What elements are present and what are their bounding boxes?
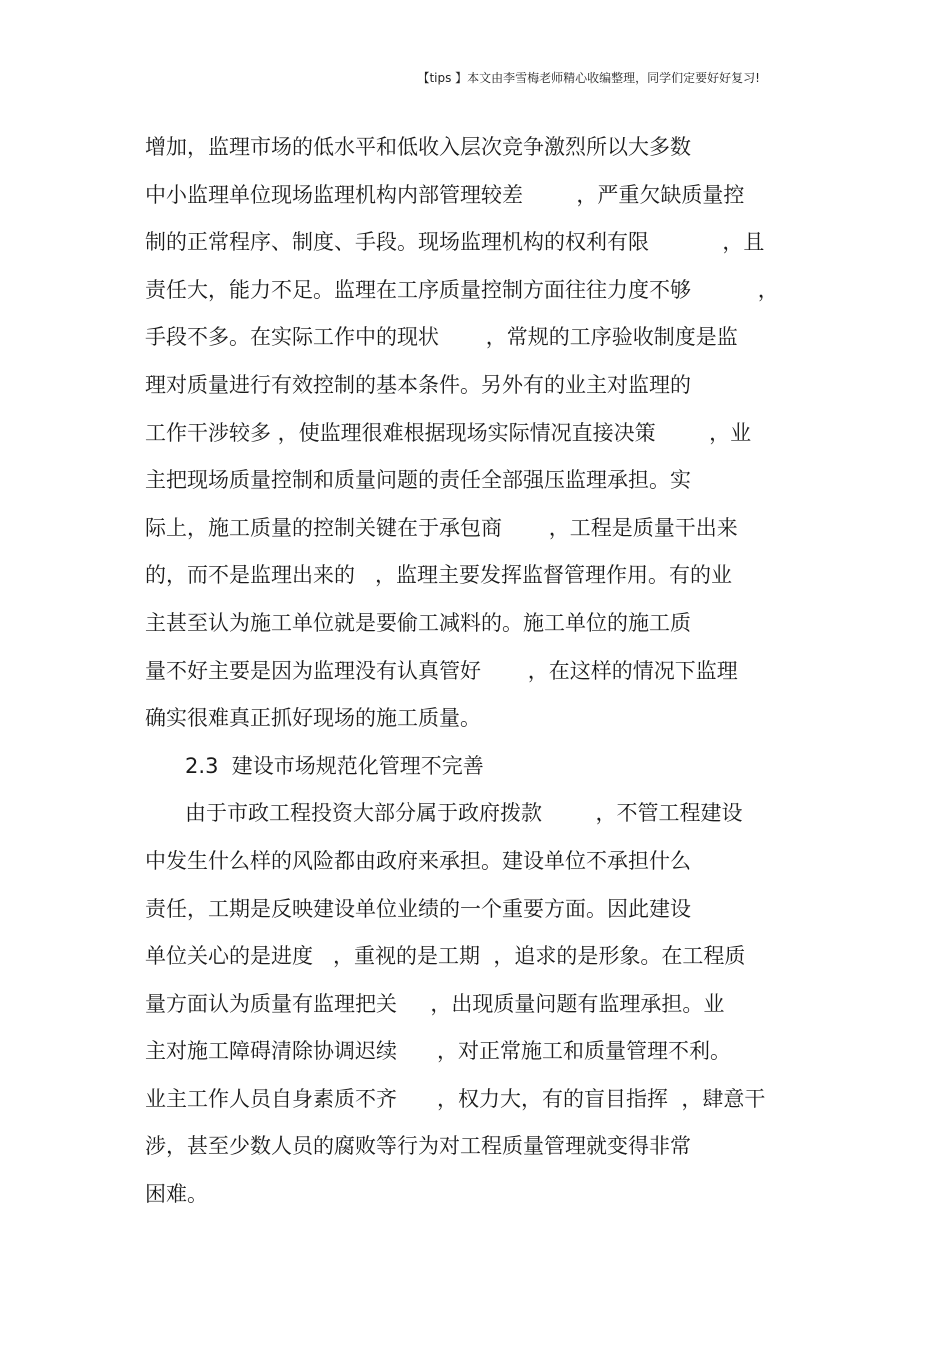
- text-line: 主把现场质量控制和质量问题的责任全部强压监理承担。实: [145, 468, 691, 493]
- text-line: 中发生什么样的风险都由政府来承担。建设单位不承担什么: [145, 848, 691, 873]
- text-line: 增加，监理市场的低水平和低收入层次竞争激烈所以大多数: [145, 135, 691, 159]
- text-line: 量不好主要是因为监理没有认真管好 ，在这样的情况下监理: [145, 658, 738, 683]
- text-line: 手段不多。在实际工作中的现状 ，常规的工序验收制度是监: [145, 325, 738, 350]
- text-line: 中小监理单位现场监理机构内部管理较差 ，严重欠缺质量控: [145, 182, 745, 207]
- text-line: 责任大，能力不足。监理在工序质量控制方面往往力度不够 ，: [145, 277, 779, 302]
- text-line: 涉，甚至少数人员的腐败等行为对工程质量管理就变得非常: [145, 1134, 691, 1159]
- text-line: 主对施工障碍清除协调迟续 ，对正常施工和质量管理不利。: [145, 1039, 732, 1064]
- section-heading: 2.3 建设市场规范化管理不完善: [145, 753, 484, 778]
- text-line: 确实很难真正抓好现场的施工质量。: [145, 706, 481, 731]
- header-tips-note: 【tips 】本文由李雪梅老师精心收编整理，同学们定要好好复习!: [417, 71, 760, 85]
- text-line: 责任，工期是反映建设单位业绩的一个重要方面。因此建设: [145, 896, 691, 921]
- text-line: 际上，施工质量的控制关键在于承包商 ，工程是质量干出来: [145, 515, 738, 540]
- document-body: [145, 124, 825, 1219]
- text-line: 主甚至认为施工单位就是要偷工减料的。施工单位的施工质: [145, 610, 691, 635]
- text-line: 由于市政工程投资大部分属于政府拨款 ，不管工程建设: [145, 801, 743, 826]
- text-line: 制的正常程序、制度、手段。现场监理机构的权利有限 ，且: [145, 230, 765, 255]
- text-line: 理对质量进行有效控制的基本条件。另外有的业主对监理的: [145, 372, 691, 397]
- text-line: 困难。: [145, 1182, 208, 1207]
- text-line: 工作干涉较多 ，使监理很难根据现场实际情况直接决策 ，业: [145, 420, 752, 445]
- text-line: 业主工作人员自身素质不齐 ，权力大，有的盲目指挥 ，肆意干: [145, 1086, 766, 1111]
- text-line: 单位关心的是进度 ，重视的是工期 ，追求的是形象。在工程质: [145, 944, 746, 969]
- text-line: 量方面认为质量有监理把关 ，出现质量问题有监理承担。业: [145, 991, 725, 1016]
- text-line: 的，而不是监理出来的 ，监理主要发挥监督管理作用。有的业: [145, 563, 733, 588]
